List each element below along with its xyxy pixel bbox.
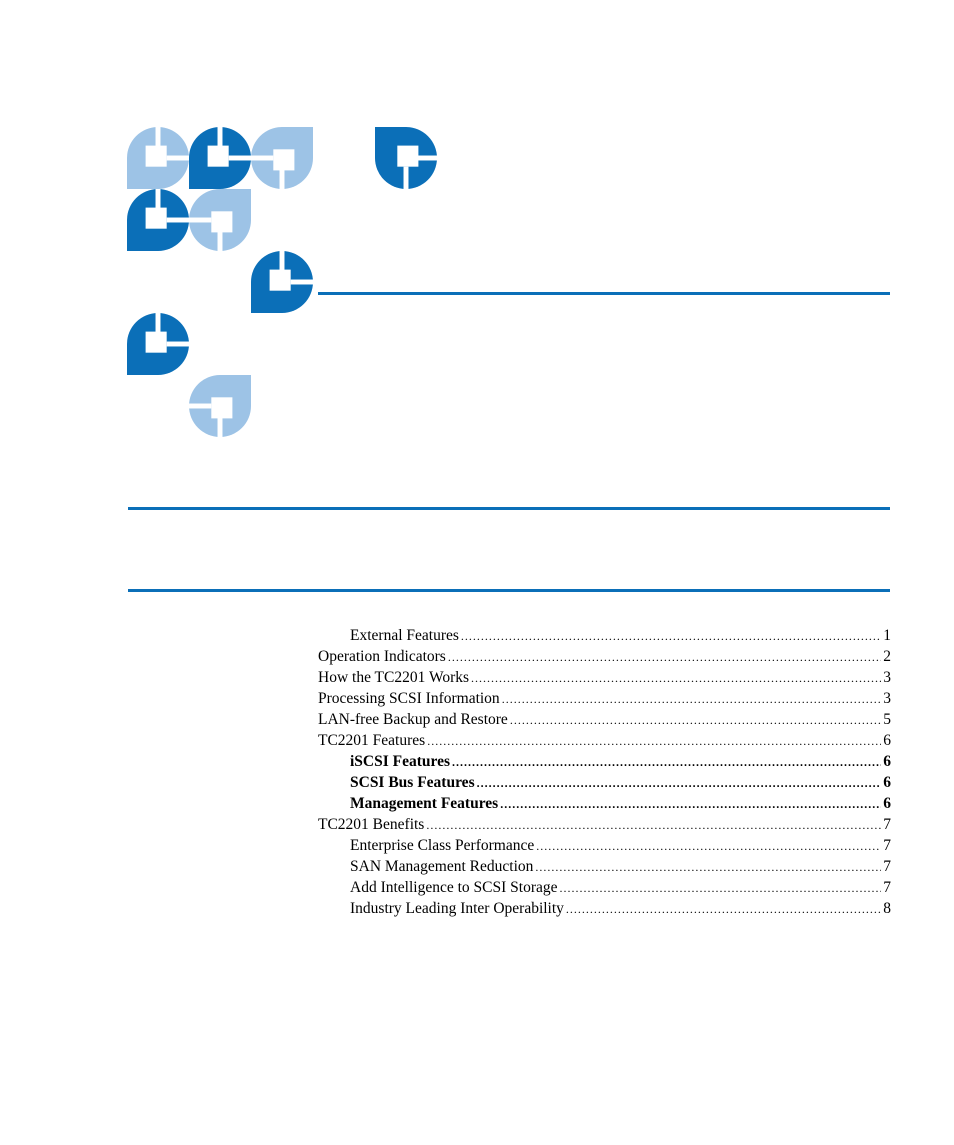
toc-leader-dots	[510, 710, 881, 731]
toc-entry[interactable]	[318, 688, 891, 709]
toc-entry[interactable]	[318, 772, 891, 793]
toc-leader-dots	[502, 689, 882, 710]
toc-entry-page: 7	[883, 858, 891, 875]
toc-entry[interactable]	[318, 793, 891, 814]
toc-entry-page: 6	[883, 774, 891, 791]
toc-leader-dots	[461, 626, 881, 647]
toc-entry[interactable]	[318, 751, 891, 772]
toc-entry[interactable]	[318, 898, 891, 919]
toc-entry-title: SAN Management Reduction	[350, 858, 534, 875]
toc-entry[interactable]	[318, 667, 891, 688]
toc-entry-title: External Features	[350, 627, 459, 644]
toc-entry-page: 5	[883, 711, 891, 728]
toc-entry-title: LAN-free Backup and Restore	[318, 711, 508, 728]
toc-leader-dots	[448, 647, 881, 668]
toc-entry-title: Add Intelligence to SCSI Storage	[350, 879, 558, 896]
toc-leader-dots	[471, 668, 881, 689]
logo-tile	[127, 189, 189, 251]
toc-leader-dots	[535, 857, 881, 878]
logo-tile	[251, 127, 313, 189]
toc-leader-dots	[536, 836, 881, 857]
toc-leader-dots	[426, 815, 881, 836]
toc-leader-dots	[452, 752, 881, 773]
toc-entry-title: TC2201 Features	[318, 732, 426, 749]
toc-entry-page: 3	[883, 690, 891, 707]
header-rule	[318, 292, 890, 295]
toc-entry[interactable]	[318, 730, 891, 751]
toc-entry[interactable]	[318, 709, 891, 730]
toc-leader-dots	[477, 773, 882, 794]
toc-entry-title: Operation Indicators	[318, 648, 446, 665]
toc-entry[interactable]	[318, 646, 891, 667]
logo-tile	[189, 375, 251, 437]
toc-entry-title: TC2201 Benefits	[318, 816, 425, 833]
logo-tile	[189, 189, 251, 251]
logo-tile	[251, 251, 313, 313]
chapter-rule-top	[128, 507, 890, 510]
toc-entry-title: Enterprise Class Performance	[350, 837, 535, 854]
logo-tile	[189, 127, 251, 189]
toc-entry-title: SCSI Bus Features	[350, 774, 475, 791]
logo-tile	[127, 313, 189, 375]
toc-entry[interactable]	[318, 877, 891, 898]
toc-entry-page: 6	[883, 753, 891, 770]
toc-entry-title: Industry Leading Inter Operability	[350, 900, 564, 917]
toc-entry-title: Management Features	[350, 795, 499, 812]
toc-entry[interactable]	[318, 835, 891, 856]
toc-entry-page: 2	[883, 648, 891, 665]
toc-leader-dots	[566, 899, 881, 920]
logo-tiles	[127, 127, 437, 437]
toc-leader-dots	[427, 731, 881, 752]
logo-tile	[127, 127, 189, 189]
toc-entry-page: 6	[883, 732, 891, 749]
toc-entry-title: iSCSI Features	[350, 753, 451, 770]
toc-entry-title: Processing SCSI Information	[318, 690, 500, 707]
toc-leader-dots	[500, 794, 881, 815]
toc-entry-page: 1	[883, 627, 891, 644]
toc-entry-page: 7	[883, 837, 891, 854]
toc-entry-page: 3	[883, 669, 891, 686]
toc-entry-page: 7	[883, 879, 891, 896]
toc-entry-page: 6	[883, 795, 891, 812]
toc-entry-page: 7	[883, 816, 891, 833]
toc-entry-page: 8	[883, 900, 891, 917]
table-of-contents	[318, 625, 891, 919]
toc-entry-title: How the TC2201 Works	[318, 669, 470, 686]
toc-leader-dots	[560, 878, 882, 899]
quantum-logo-pattern-icon	[0, 0, 954, 460]
toc-entry[interactable]	[318, 814, 891, 835]
toc-entry[interactable]	[318, 625, 891, 646]
chapter-rule-bottom	[128, 589, 890, 592]
logo-tile	[375, 127, 437, 189]
toc-entry[interactable]	[318, 856, 891, 877]
